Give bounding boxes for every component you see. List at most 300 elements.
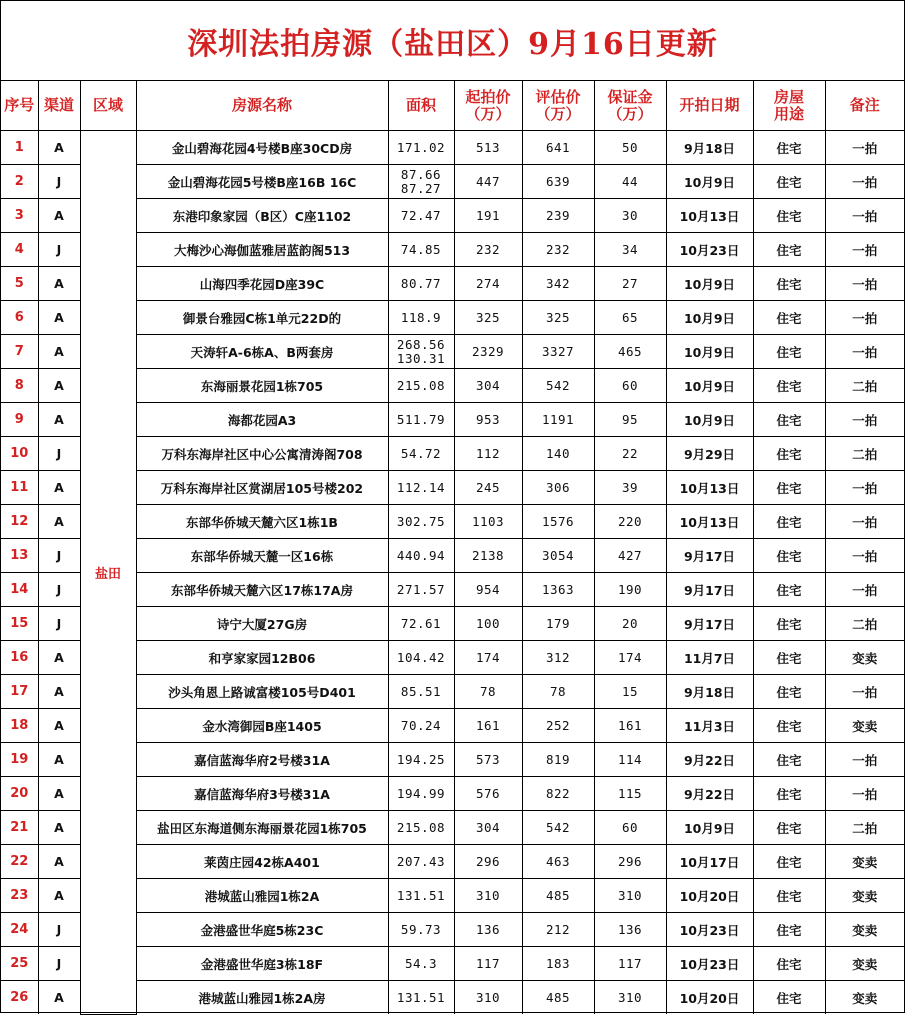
- row-date: 9月22日: [666, 743, 753, 777]
- header-start-price: 起拍价 （万）: [454, 81, 522, 131]
- row-seq: 8: [1, 369, 38, 403]
- header-channel: 渠道: [38, 81, 80, 131]
- row-note: 一拍: [825, 267, 904, 301]
- row-start-price: 100: [454, 607, 522, 641]
- row-eval-price: 822: [522, 777, 594, 811]
- row-eval-price: 212: [522, 913, 594, 947]
- table-row: [1, 437, 904, 471]
- row-note: 变卖: [825, 947, 904, 981]
- row-eval-price: 179: [522, 607, 594, 641]
- table-row: [1, 505, 904, 539]
- table-row: [1, 539, 904, 573]
- row-note: 变卖: [825, 879, 904, 913]
- row-area: 85.51: [388, 675, 454, 709]
- row-area: 104.42: [388, 641, 454, 675]
- row-channel: A: [38, 403, 80, 437]
- row-date: 9月18日: [666, 675, 753, 709]
- row-start-price: 310: [454, 981, 522, 1015]
- row-note: 一拍: [825, 777, 904, 811]
- row-seq: 26: [1, 981, 38, 1015]
- row-usage: 住宅: [753, 131, 825, 165]
- table-row: [1, 845, 904, 879]
- row-area: 207.43: [388, 845, 454, 879]
- row-name: 金山碧海花园5号楼B座16B 16C: [136, 165, 388, 199]
- row-channel: A: [38, 301, 80, 335]
- row-note: 二拍: [825, 811, 904, 845]
- row-eval-price: 1191: [522, 403, 594, 437]
- row-date: 9月29日: [666, 437, 753, 471]
- row-eval-price: 232: [522, 233, 594, 267]
- row-seq: 19: [1, 743, 38, 777]
- row-note: 变卖: [825, 981, 904, 1015]
- row-usage: 住宅: [753, 675, 825, 709]
- row-note: 一拍: [825, 675, 904, 709]
- row-channel: A: [38, 267, 80, 301]
- table-row: [1, 709, 904, 743]
- row-deposit: 95: [594, 403, 666, 437]
- row-name: 东部华侨城天麓六区1栋1B: [136, 505, 388, 539]
- table-row: [1, 335, 904, 369]
- row-start-price: 325: [454, 301, 522, 335]
- row-deposit: 39: [594, 471, 666, 505]
- row-area: 271.57: [388, 573, 454, 607]
- row-name: 大梅沙心海伽蓝雅居蓝韵阁513: [136, 233, 388, 267]
- row-deposit: 174: [594, 641, 666, 675]
- row-usage: 住宅: [753, 199, 825, 233]
- row-area: 54.72: [388, 437, 454, 471]
- row-area: 87.66 87.27: [388, 165, 454, 199]
- row-seq: 18: [1, 709, 38, 743]
- row-seq: 4: [1, 233, 38, 267]
- row-deposit: 161: [594, 709, 666, 743]
- row-start-price: 1103: [454, 505, 522, 539]
- row-note: 一拍: [825, 131, 904, 165]
- row-seq: 3: [1, 199, 38, 233]
- row-start-price: 304: [454, 369, 522, 403]
- row-name: 金港盛世华庭5栋23C: [136, 913, 388, 947]
- row-note: 二拍: [825, 437, 904, 471]
- header-row: [1, 81, 904, 131]
- row-usage: 住宅: [753, 709, 825, 743]
- row-date: 10月13日: [666, 199, 753, 233]
- row-channel: A: [38, 811, 80, 845]
- row-channel: J: [38, 233, 80, 267]
- row-usage: 住宅: [753, 607, 825, 641]
- row-name: 海都花园A3: [136, 403, 388, 437]
- row-start-price: 954: [454, 573, 522, 607]
- row-note: 一拍: [825, 233, 904, 267]
- row-date: 10月23日: [666, 913, 753, 947]
- row-name: 万科东海岸社区赏湖居105号楼202: [136, 471, 388, 505]
- row-area: 131.51: [388, 879, 454, 913]
- row-area: 70.24: [388, 709, 454, 743]
- row-channel: A: [38, 471, 80, 505]
- row-usage: 住宅: [753, 845, 825, 879]
- row-start-price: 576: [454, 777, 522, 811]
- row-note: 变卖: [825, 845, 904, 879]
- row-area: 112.14: [388, 471, 454, 505]
- row-channel: A: [38, 335, 80, 369]
- row-name: 嘉信蓝海华府3号楼31A: [136, 777, 388, 811]
- row-date: 10月9日: [666, 369, 753, 403]
- row-deposit: 65: [594, 301, 666, 335]
- row-eval-price: 252: [522, 709, 594, 743]
- row-note: 一拍: [825, 199, 904, 233]
- row-usage: 住宅: [753, 539, 825, 573]
- row-note: 一拍: [825, 505, 904, 539]
- table-row: [1, 267, 904, 301]
- row-note: 一拍: [825, 301, 904, 335]
- row-usage: 住宅: [753, 573, 825, 607]
- row-deposit: 114: [594, 743, 666, 777]
- row-seq: 21: [1, 811, 38, 845]
- table-row: [1, 913, 904, 947]
- header-note: 备注: [825, 81, 904, 131]
- row-date: 9月17日: [666, 607, 753, 641]
- row-seq: 2: [1, 165, 38, 199]
- row-eval-price: 542: [522, 811, 594, 845]
- row-start-price: 245: [454, 471, 522, 505]
- row-eval-price: 641: [522, 131, 594, 165]
- row-deposit: 296: [594, 845, 666, 879]
- row-seq: 13: [1, 539, 38, 573]
- row-seq: 11: [1, 471, 38, 505]
- table-row: [1, 777, 904, 811]
- table-body: [1, 131, 904, 1015]
- row-deposit: 22: [594, 437, 666, 471]
- row-area: 59.73: [388, 913, 454, 947]
- row-usage: 住宅: [753, 403, 825, 437]
- table-row: [1, 743, 904, 777]
- table-row: [1, 675, 904, 709]
- row-seq: 12: [1, 505, 38, 539]
- row-name: 山海四季花园D座39C: [136, 267, 388, 301]
- table-row: [1, 199, 904, 233]
- row-deposit: 20: [594, 607, 666, 641]
- row-name: 金山碧海花园4号楼B座30CD房: [136, 131, 388, 165]
- row-seq: 7: [1, 335, 38, 369]
- row-name: 和亨家家园12B06: [136, 641, 388, 675]
- row-seq: 20: [1, 777, 38, 811]
- table-row: [1, 641, 904, 675]
- row-eval-price: 140: [522, 437, 594, 471]
- row-eval-price: 342: [522, 267, 594, 301]
- row-seq: 15: [1, 607, 38, 641]
- row-name: 金水湾御园B座1405: [136, 709, 388, 743]
- row-usage: 住宅: [753, 267, 825, 301]
- row-start-price: 112: [454, 437, 522, 471]
- row-area: 511.79: [388, 403, 454, 437]
- row-start-price: 161: [454, 709, 522, 743]
- row-channel: J: [38, 437, 80, 471]
- header-seq: 序号: [1, 81, 38, 131]
- row-usage: 住宅: [753, 369, 825, 403]
- row-usage: 住宅: [753, 981, 825, 1015]
- header-date: 开拍日期: [666, 81, 753, 131]
- row-date: 10月9日: [666, 403, 753, 437]
- row-channel: A: [38, 199, 80, 233]
- row-date: 10月20日: [666, 879, 753, 913]
- row-eval-price: 239: [522, 199, 594, 233]
- row-area: 131.51: [388, 981, 454, 1015]
- table-row: [1, 879, 904, 913]
- row-date: 9月18日: [666, 131, 753, 165]
- row-eval-price: 485: [522, 879, 594, 913]
- row-channel: A: [38, 777, 80, 811]
- row-note: 一拍: [825, 165, 904, 199]
- row-deposit: 190: [594, 573, 666, 607]
- header-usage: 房屋 用途: [753, 81, 825, 131]
- row-start-price: 174: [454, 641, 522, 675]
- row-deposit: 220: [594, 505, 666, 539]
- row-name: 东部华侨城天麓一区16栋: [136, 539, 388, 573]
- table-row: [1, 607, 904, 641]
- row-deposit: 465: [594, 335, 666, 369]
- row-date: 10月23日: [666, 233, 753, 267]
- row-deposit: 27: [594, 267, 666, 301]
- row-area: 72.61: [388, 607, 454, 641]
- row-usage: 住宅: [753, 505, 825, 539]
- row-start-price: 2329: [454, 335, 522, 369]
- row-channel: A: [38, 845, 80, 879]
- row-eval-price: 312: [522, 641, 594, 675]
- row-usage: 住宅: [753, 641, 825, 675]
- table-row: [1, 233, 904, 267]
- row-start-price: 274: [454, 267, 522, 301]
- row-area: 74.85: [388, 233, 454, 267]
- row-usage: 住宅: [753, 437, 825, 471]
- row-area: 215.08: [388, 811, 454, 845]
- row-eval-price: 3054: [522, 539, 594, 573]
- row-name: 港城蓝山雅园1栋2A房: [136, 981, 388, 1015]
- row-name: 诗宁大厦27G房: [136, 607, 388, 641]
- row-eval-price: 3327: [522, 335, 594, 369]
- row-usage: 住宅: [753, 879, 825, 913]
- row-date: 10月9日: [666, 335, 753, 369]
- row-name: 御景台雅园C栋1单元22D的: [136, 301, 388, 335]
- row-start-price: 136: [454, 913, 522, 947]
- row-eval-price: 542: [522, 369, 594, 403]
- row-date: 10月9日: [666, 811, 753, 845]
- table-row: [1, 471, 904, 505]
- row-seq: 5: [1, 267, 38, 301]
- row-seq: 25: [1, 947, 38, 981]
- row-date: 9月17日: [666, 539, 753, 573]
- row-eval-price: 1363: [522, 573, 594, 607]
- row-deposit: 44: [594, 165, 666, 199]
- row-date: 9月17日: [666, 573, 753, 607]
- header-region: 区域: [80, 81, 136, 131]
- row-usage: 住宅: [753, 165, 825, 199]
- row-eval-price: 485: [522, 981, 594, 1015]
- row-name: 港城蓝山雅园1栋2A: [136, 879, 388, 913]
- row-usage: 住宅: [753, 743, 825, 777]
- row-seq: 6: [1, 301, 38, 335]
- row-note: 一拍: [825, 471, 904, 505]
- row-start-price: 78: [454, 675, 522, 709]
- row-area: 268.56 130.31: [388, 335, 454, 369]
- row-deposit: 15: [594, 675, 666, 709]
- row-channel: A: [38, 879, 80, 913]
- table-row: [1, 981, 904, 1015]
- table-row: [1, 131, 904, 165]
- row-deposit: 34: [594, 233, 666, 267]
- header-name: 房源名称: [136, 81, 388, 131]
- row-date: 10月20日: [666, 981, 753, 1015]
- row-note: 变卖: [825, 709, 904, 743]
- row-deposit: 117: [594, 947, 666, 981]
- row-name: 金港盛世华庭3栋18F: [136, 947, 388, 981]
- row-start-price: 2138: [454, 539, 522, 573]
- listing-table: [1, 81, 904, 1015]
- row-area: 171.02: [388, 131, 454, 165]
- row-area: 54.3: [388, 947, 454, 981]
- row-name: 东部华侨城天麓六区17栋17A房: [136, 573, 388, 607]
- row-seq: 24: [1, 913, 38, 947]
- table-row: [1, 573, 904, 607]
- row-eval-price: 819: [522, 743, 594, 777]
- row-eval-price: 639: [522, 165, 594, 199]
- row-deposit: 310: [594, 879, 666, 913]
- row-start-price: 191: [454, 199, 522, 233]
- row-channel: A: [38, 675, 80, 709]
- row-eval-price: 306: [522, 471, 594, 505]
- row-channel: A: [38, 369, 80, 403]
- row-note: 一拍: [825, 573, 904, 607]
- header-area: 面积: [388, 81, 454, 131]
- row-date: 10月9日: [666, 301, 753, 335]
- row-channel: A: [38, 131, 80, 165]
- row-note: 变卖: [825, 913, 904, 947]
- table-row: [1, 811, 904, 845]
- row-date: 11月7日: [666, 641, 753, 675]
- row-seq: 1: [1, 131, 38, 165]
- row-channel: A: [38, 743, 80, 777]
- page-title: 深圳法拍房源（盐田区）9月16日更新: [1, 1, 904, 81]
- row-date: 11月3日: [666, 709, 753, 743]
- row-date: 10月17日: [666, 845, 753, 879]
- row-name: 东海丽景花园1栋705: [136, 369, 388, 403]
- row-name: 沙头角恩上路诚富楼105号D401: [136, 675, 388, 709]
- row-usage: 住宅: [753, 777, 825, 811]
- row-deposit: 115: [594, 777, 666, 811]
- row-deposit: 60: [594, 811, 666, 845]
- row-start-price: 117: [454, 947, 522, 981]
- row-area: 80.77: [388, 267, 454, 301]
- row-usage: 住宅: [753, 335, 825, 369]
- table-row: [1, 301, 904, 335]
- row-name: 天涛轩A-6栋A、B两套房: [136, 335, 388, 369]
- row-name: 万科东海岸社区中心公寓清涛阁708: [136, 437, 388, 471]
- table-row: [1, 369, 904, 403]
- row-area: 194.25: [388, 743, 454, 777]
- row-channel: J: [38, 573, 80, 607]
- row-channel: J: [38, 539, 80, 573]
- row-note: 一拍: [825, 403, 904, 437]
- row-start-price: 953: [454, 403, 522, 437]
- row-seq: 23: [1, 879, 38, 913]
- row-note: 一拍: [825, 539, 904, 573]
- row-name: 莱茵庄园42栋A401: [136, 845, 388, 879]
- row-usage: 住宅: [753, 811, 825, 845]
- row-area: 72.47: [388, 199, 454, 233]
- row-start-price: 304: [454, 811, 522, 845]
- row-deposit: 30: [594, 199, 666, 233]
- header-deposit: 保证金 （万）: [594, 81, 666, 131]
- row-seq: 17: [1, 675, 38, 709]
- row-seq: 10: [1, 437, 38, 471]
- row-channel: J: [38, 607, 80, 641]
- row-eval-price: 1576: [522, 505, 594, 539]
- row-usage: 住宅: [753, 301, 825, 335]
- row-date: 10月13日: [666, 505, 753, 539]
- header-eval-price: 评估价 （万）: [522, 81, 594, 131]
- row-area: 194.99: [388, 777, 454, 811]
- row-date: 10月13日: [666, 471, 753, 505]
- row-channel: A: [38, 641, 80, 675]
- row-usage: 住宅: [753, 233, 825, 267]
- row-channel: J: [38, 913, 80, 947]
- row-start-price: 296: [454, 845, 522, 879]
- row-deposit: 310: [594, 981, 666, 1015]
- row-eval-price: 78: [522, 675, 594, 709]
- row-start-price: 232: [454, 233, 522, 267]
- row-note: 变卖: [825, 641, 904, 675]
- row-area: 440.94: [388, 539, 454, 573]
- row-name: 盐田区东海道侧东海丽景花园1栋705: [136, 811, 388, 845]
- row-start-price: 310: [454, 879, 522, 913]
- row-channel: A: [38, 981, 80, 1015]
- row-usage: 住宅: [753, 947, 825, 981]
- row-seq: 14: [1, 573, 38, 607]
- row-seq: 22: [1, 845, 38, 879]
- row-note: 一拍: [825, 743, 904, 777]
- row-deposit: 50: [594, 131, 666, 165]
- row-date: 10月9日: [666, 267, 753, 301]
- row-note: 一拍: [825, 335, 904, 369]
- row-seq: 9: [1, 403, 38, 437]
- row-name: 东港印象家园（B区）C座1102: [136, 199, 388, 233]
- row-seq: 16: [1, 641, 38, 675]
- table-row: [1, 403, 904, 437]
- row-eval-price: 183: [522, 947, 594, 981]
- row-date: 10月9日: [666, 165, 753, 199]
- row-area: 215.08: [388, 369, 454, 403]
- row-start-price: 513: [454, 131, 522, 165]
- row-area: 118.9: [388, 301, 454, 335]
- row-area: 302.75: [388, 505, 454, 539]
- row-channel: A: [38, 709, 80, 743]
- row-start-price: 447: [454, 165, 522, 199]
- row-start-price: 573: [454, 743, 522, 777]
- row-note: 二拍: [825, 607, 904, 641]
- row-channel: A: [38, 505, 80, 539]
- row-channel: J: [38, 947, 80, 981]
- table-row: [1, 947, 904, 981]
- row-deposit: 136: [594, 913, 666, 947]
- row-eval-price: 463: [522, 845, 594, 879]
- row-deposit: 427: [594, 539, 666, 573]
- row-date: 9月22日: [666, 777, 753, 811]
- row-note: 二拍: [825, 369, 904, 403]
- row-usage: 住宅: [753, 913, 825, 947]
- row-usage: 住宅: [753, 471, 825, 505]
- row-eval-price: 325: [522, 301, 594, 335]
- row-deposit: 60: [594, 369, 666, 403]
- row-date: 10月23日: [666, 947, 753, 981]
- row-channel: J: [38, 165, 80, 199]
- table-row: [1, 165, 904, 199]
